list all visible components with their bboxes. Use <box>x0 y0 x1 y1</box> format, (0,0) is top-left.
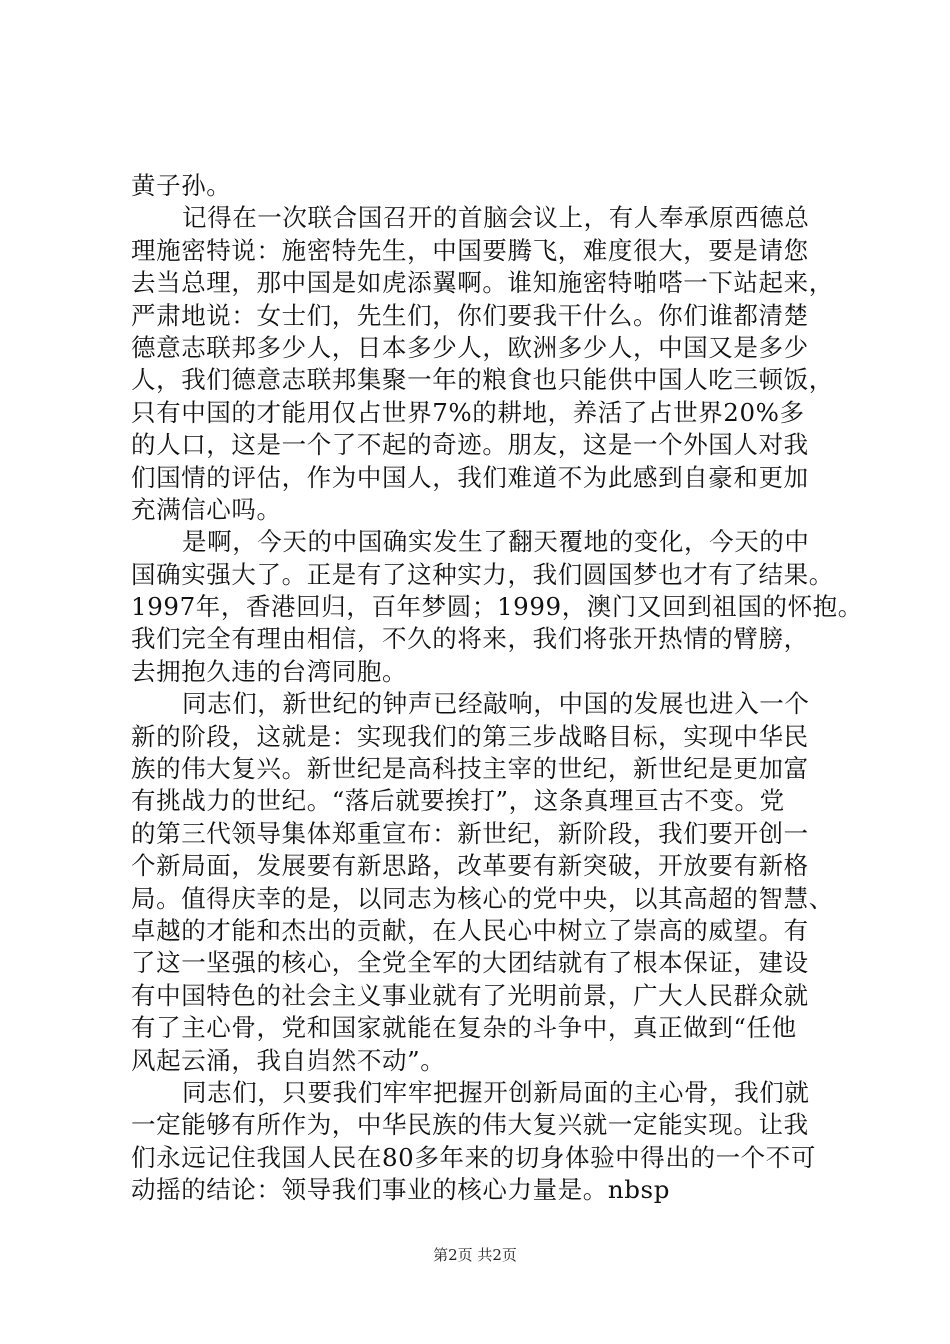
text-line: 国确实强大了。正是有了这种实力，我们圆国梦也才有了结果。 <box>131 559 834 589</box>
text-line: 新的阶段，这就是：实现我们的第三步战略目标，实现中华民 <box>131 721 809 751</box>
text-line: 充满信心吗。 <box>131 494 282 524</box>
text-line: 只有中国的才能用仅占世界7%的耕地，养活了占世界20%多 <box>131 397 805 427</box>
text-line: 了这一坚强的核心，全党全军的大团结就有了根本保证，建设 <box>131 948 809 978</box>
text-line: 同志们，新世纪的钟声已经敲响，中国的发展也进入一个 <box>182 689 810 719</box>
text-line: 严肃地说：女士们，先生们，你们要我干什么。你们谁都清楚 <box>131 300 809 330</box>
text-line: 们永远记住我国人民在80多年来的切身体验中得出的一个不可 <box>131 1142 816 1172</box>
text-line: 风起云涌，我自岿然不动”。 <box>131 1045 446 1075</box>
text-line: 1997年，香港回归，百年梦圆；1999，澳门又回到祖国的怀抱。 <box>131 592 863 622</box>
text-line: 一定能够有所作为，中华民族的伟大复兴就一定能实现。让我 <box>131 1110 809 1140</box>
text-line: 去拥抱久违的台湾同胞。 <box>131 656 408 686</box>
text-line: 局。值得庆幸的是，以同志为核心的党中央，以其高超的智慧、 <box>131 883 834 913</box>
text-line: 的第三代领导集体郑重宣布：新世纪，新阶段，我们要开创一 <box>131 818 809 848</box>
page-footer: 第2页 共2页 <box>433 1246 517 1264</box>
text-line: 我们完全有理由相信，不久的将来，我们将张开热情的臂膀， <box>131 624 809 654</box>
text-line: 有了主心骨，党和国家就能在复杂的斗争中，真正做到“任他 <box>131 1013 797 1043</box>
text-line: 记得在一次联合国召开的首脑会议上，有人奉承原西德总 <box>182 203 810 233</box>
text-line: 族的伟大复兴。新世纪是高科技主宰的世纪，新世纪是更加富 <box>131 754 809 784</box>
text-line: 理施密特说：施密特先生，中国要腾飞，难度很大，要是请您 <box>131 235 809 265</box>
text-line: 去当总理，那中国是如虎添翼啊。谁知施密特啪嗒一下站起来， <box>131 268 834 298</box>
text-line: 人，我们德意志联邦集聚一年的粮食也只能供中国人吃三顿饭， <box>131 365 834 395</box>
text-line: 卓越的才能和杰出的贡献，在人民心中树立了崇高的威望。有 <box>131 915 809 945</box>
text-line: 同志们，只要我们牢牢把握开创新局面的主心骨，我们就 <box>182 1077 810 1107</box>
text-line: 黄子孙。 <box>131 171 232 200</box>
text-line: 动摇的结论：领导我们事业的核心力量是。nbsp <box>131 1175 671 1205</box>
text-line: 的人口，这是一个了不起的奇迹。朋友，这是一个外国人对我 <box>131 430 809 460</box>
text-line: 是啊，今天的中国确实发生了翻天覆地的变化，今天的中 <box>182 527 810 557</box>
text-line: 有中国特色的社会主义事业就有了光明前景，广大人民群众就 <box>131 980 809 1010</box>
text-line: 们国情的评估，作为中国人，我们难道不为此感到自豪和更加 <box>131 462 809 492</box>
document-body <box>131 170 863 1207</box>
text-line: 德意志联邦多少人，日本多少人，欧洲多少人，中国又是多少 <box>131 332 809 362</box>
text-line: 个新局面，发展要有新思路，改革要有新突破，开放要有新格 <box>131 851 809 881</box>
text-line: 有挑战力的世纪。“落后就要挨打”，这条真理亘古不变。党 <box>131 786 785 816</box>
